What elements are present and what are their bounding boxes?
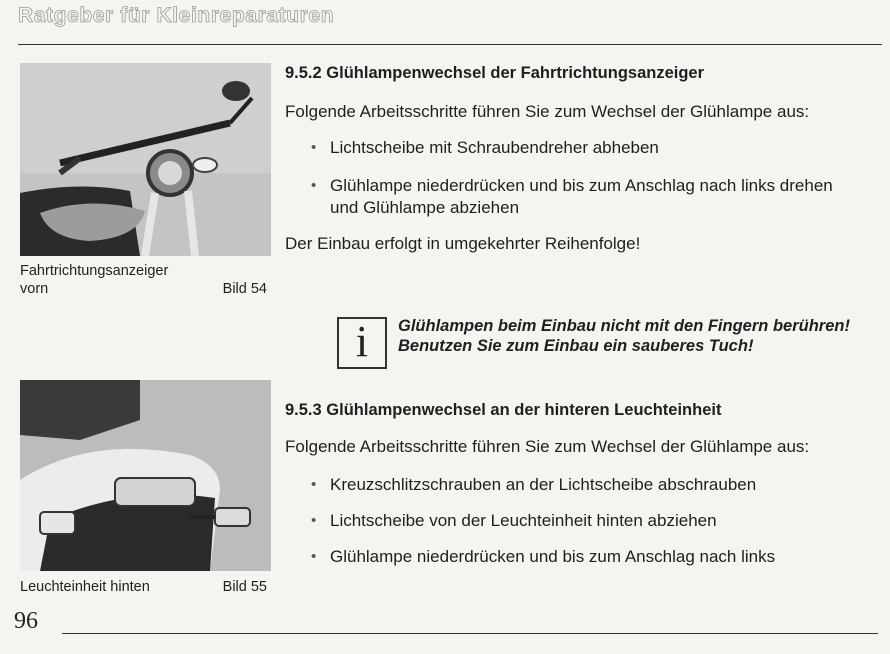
- section-9-5-3: [285, 401, 855, 568]
- figure-55-caption: [20, 578, 271, 596]
- footer-rule: [62, 633, 878, 634]
- list-item: • Kreuzschlitzschrauben an der Lichtscheibe abschrauben: [285, 474, 855, 496]
- list-item: • Lichtscheibe mit Schraubendreher abheben: [285, 137, 855, 159]
- section-9-5-2-steps: [285, 137, 855, 219]
- page-number: 96: [14, 608, 38, 634]
- figure-55-caption-text: Leuchteinheit hinten: [20, 579, 150, 595]
- figure-54-number: Bild 54: [222, 281, 267, 297]
- section-9-5-2-outro: Der Einbau erfolgt in umgekehrter Reihenfolge!: [285, 234, 641, 253]
- section-9-5-2-heading: 9.5.2 Glühlampenwechsel der Fahrtrichtungsanzeiger: [285, 64, 705, 82]
- figure-54-caption-line1: Fahrtrichtungsanzeiger: [20, 263, 169, 279]
- section-9-5-3-intro: Folgende Arbeitsschritte führen Sie zum Wechsel der Glühlampe aus:: [285, 437, 810, 456]
- list-item: • Lichtscheibe von der Leuchteinheit hinten abziehen: [285, 510, 855, 532]
- section-9-5-2-intro: Folgende Arbeitsschritte führen Sie zum Wechsel der Glühlampe aus:: [285, 102, 810, 121]
- figure-54-caption: [20, 262, 271, 298]
- running-header-title: Ratgeber für Kleinreparaturen: [18, 4, 335, 27]
- section-9-5-3-steps: [285, 474, 855, 568]
- list-item: • Glühlampe niederdrücken und bis zum Anschlag nach links drehen und Glühlampe abziehen: [285, 175, 855, 219]
- list-item: • Glühlampe niederdrücken und bis zum Anschlag nach links: [285, 546, 855, 568]
- header-rule: [18, 44, 882, 45]
- section-9-5-2: [285, 64, 855, 255]
- note-text: Glühlampen beim Einbau nicht mit den Fingern berühren! Benutzen Sie zum Einbau ein sauberes Tuch!: [398, 317, 850, 355]
- photo-front-turn-signal: [20, 63, 271, 256]
- figure-54-caption-line2: vorn: [20, 281, 49, 297]
- info-icon: i: [337, 317, 387, 369]
- section-9-5-3-heading: 9.5.3 Glühlampenwechsel an der hinteren Leuchteinheit: [285, 401, 722, 419]
- photo-rear-light-unit: [20, 380, 271, 571]
- figure-55-number: Bild 55: [222, 579, 267, 595]
